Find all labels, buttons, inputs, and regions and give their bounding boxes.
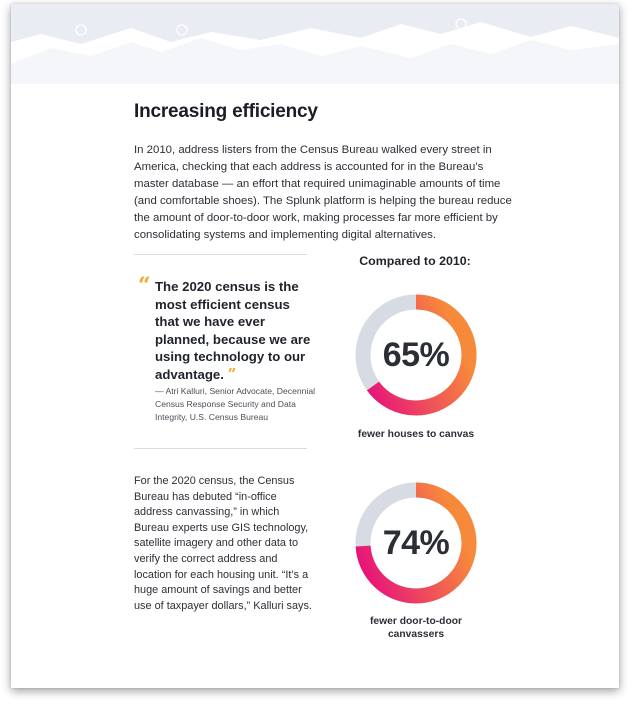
donut-chart-houses [351,290,481,420]
document-page [11,4,619,688]
donut-value-houses: 65% [382,335,450,374]
section-heading: Increasing efficiency [134,101,318,122]
divider-top [134,254,307,255]
open-quote-icon: “ [138,273,151,299]
intro-paragraph: In 2010, address listers from the Census Bureau walked every street in America, checking that each address is accounted for in the Bureau’s master database — an effort that required unimaginable amounts of time (and comfortable shoes). The Splunk platform is helping the bureau reduce the amount of door-to-door work, making processes far more efficient by consolidating systems and implementing digital alternatives. [134,144,512,241]
body-paragraph: For the 2020 census, the Census Bureau has debuted “in-office address canvassing,” in which Bureau experts use GIS technology, satellite imagery and other data to verify the correct address and location for each housing unit. “It’s a huge amount of savings and better use of taxpayer dollars,” Kalluri says. [134,475,312,612]
pull-quote-text: The 2020 census is the most efficient census that we have ever planned, because we are using technology to our advantage. [155,279,311,382]
close-quote-icon: ” [227,364,237,383]
donut-chart-canvassers [351,478,481,608]
donut-value-canvassers: 74% [382,523,450,562]
divider-bottom [134,448,307,449]
pull-quote [155,278,315,383]
donut-label-canvassers: fewer door-to-door canvassers [369,616,463,640]
donut-label-houses: fewer houses to canvas [357,429,475,440]
mountain-banner-image [11,4,619,84]
quote-attribution: — Atri Kalluri, Senior Advocate, Decennial Census Response Security and Data Integrity, U.S. Census Bureau [155,386,316,422]
stats-title: Compared to 2010: [359,254,471,268]
